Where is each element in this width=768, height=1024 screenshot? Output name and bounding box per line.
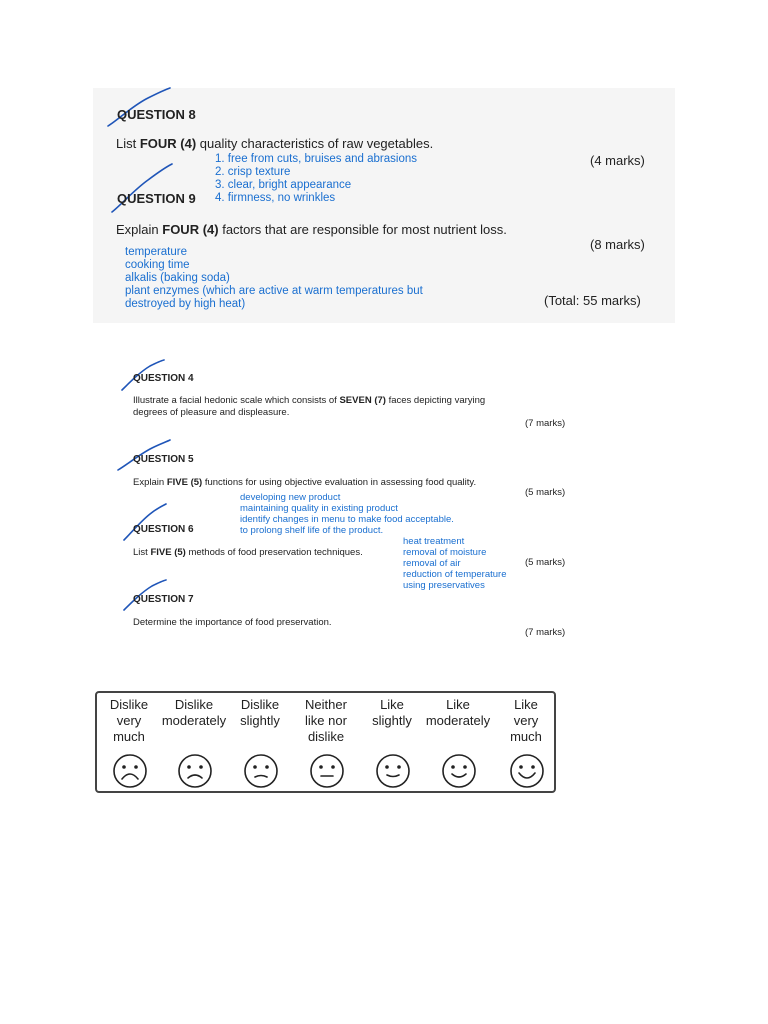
scale-label-3: Dislike slightly: [240, 697, 280, 728]
q9-prompt: Explain FOUR (4) factors that are responsible for most nutrient loss.: [116, 222, 507, 237]
q4-heading: QUESTION 4: [133, 373, 194, 384]
q4-marks: (7 marks): [525, 418, 566, 429]
scale-label-5: Like slightly: [372, 697, 412, 728]
happy-face-icon: [441, 753, 477, 789]
q9-answer-list: [125, 246, 423, 311]
q5-answer-list: [240, 492, 454, 536]
q6-marks: (5 marks): [525, 557, 566, 568]
answer-item: developing new product: [240, 492, 341, 503]
q9-marks: (8 marks): [590, 237, 645, 252]
answer-item: 2. crisp texture: [215, 166, 291, 178]
check-mark-q6-icon: [120, 500, 170, 544]
very-happy-face-icon: [509, 753, 545, 789]
answer-item: heat treatment: [403, 536, 465, 547]
answer-item: plant enzymes (which are active at warm temperatures but: [125, 285, 423, 297]
q4-prompt: Illustrate a facial hedonic scale which consists of SEVEN (7) faces depicting varying degrees of pleasure and displeasure.: [133, 395, 486, 418]
answer-item: removal of air: [403, 558, 461, 569]
total-marks: (Total: 55 marks): [544, 293, 641, 308]
slightly-sad-face-icon: [243, 753, 279, 789]
q5-heading: QUESTION 5: [133, 454, 194, 465]
answer-item: 4. firmness, no wrinkles: [215, 192, 336, 204]
answer-item: to prolong shelf life of the product.: [240, 525, 384, 536]
neutral-face-icon: [309, 753, 345, 789]
facial-hedonic-scale: [95, 691, 556, 793]
scale-label-1: Dislike very much: [109, 697, 149, 744]
answer-item: 3. clear, bright appearance: [215, 179, 352, 191]
scale-label-6: Like moderately: [425, 697, 491, 728]
answer-item: destroyed by high heat): [125, 298, 246, 310]
answer-item: temperature: [125, 246, 188, 258]
q8-prompt: List FOUR (4) quality characteristics of raw vegetables.: [116, 136, 434, 151]
q7-heading: QUESTION 7: [133, 594, 194, 605]
q6-answer-list: [403, 536, 507, 591]
q7-marks: (7 marks): [525, 627, 566, 638]
very-sad-face-icon: [112, 753, 148, 789]
answer-item: cooking time: [125, 259, 190, 271]
q8-heading: QUESTION 8: [117, 107, 196, 122]
q8-marks: (4 marks): [590, 153, 645, 168]
slightly-happy-face-icon: [375, 753, 411, 789]
answer-item: removal of moisture: [403, 547, 487, 558]
q9-heading: QUESTION 9: [117, 191, 196, 206]
q5-marks: (5 marks): [525, 487, 566, 498]
scale-label-2: Dislike moderately: [161, 697, 227, 728]
sad-face-icon: [177, 753, 213, 789]
answer-item: alkalis (baking soda): [125, 272, 230, 284]
scale-label-7: Like very much: [510, 697, 542, 744]
answer-item: identify changes in menu to make food acceptable.: [240, 514, 454, 525]
q5-prompt: Explain FIVE (5) functions for using objective evaluation in assessing food quality.: [133, 477, 477, 488]
q6-prompt: List FIVE (5) methods of food preservation techniques.: [133, 547, 363, 558]
q8-answer-list: [215, 153, 417, 205]
answer-item: 1. free from cuts, bruises and abrasions: [215, 153, 417, 165]
q7-prompt: Determine the importance of food preservation.: [133, 617, 332, 628]
q6-heading: QUESTION 6: [133, 524, 194, 535]
answer-item: using preservatives: [403, 580, 485, 591]
answer-item: reduction of temperature: [403, 569, 507, 580]
scale-label-4: Neither like nor dislike: [305, 697, 347, 744]
check-mark-q9-icon: [108, 160, 178, 216]
answer-item: maintaining quality in existing product: [240, 503, 398, 514]
